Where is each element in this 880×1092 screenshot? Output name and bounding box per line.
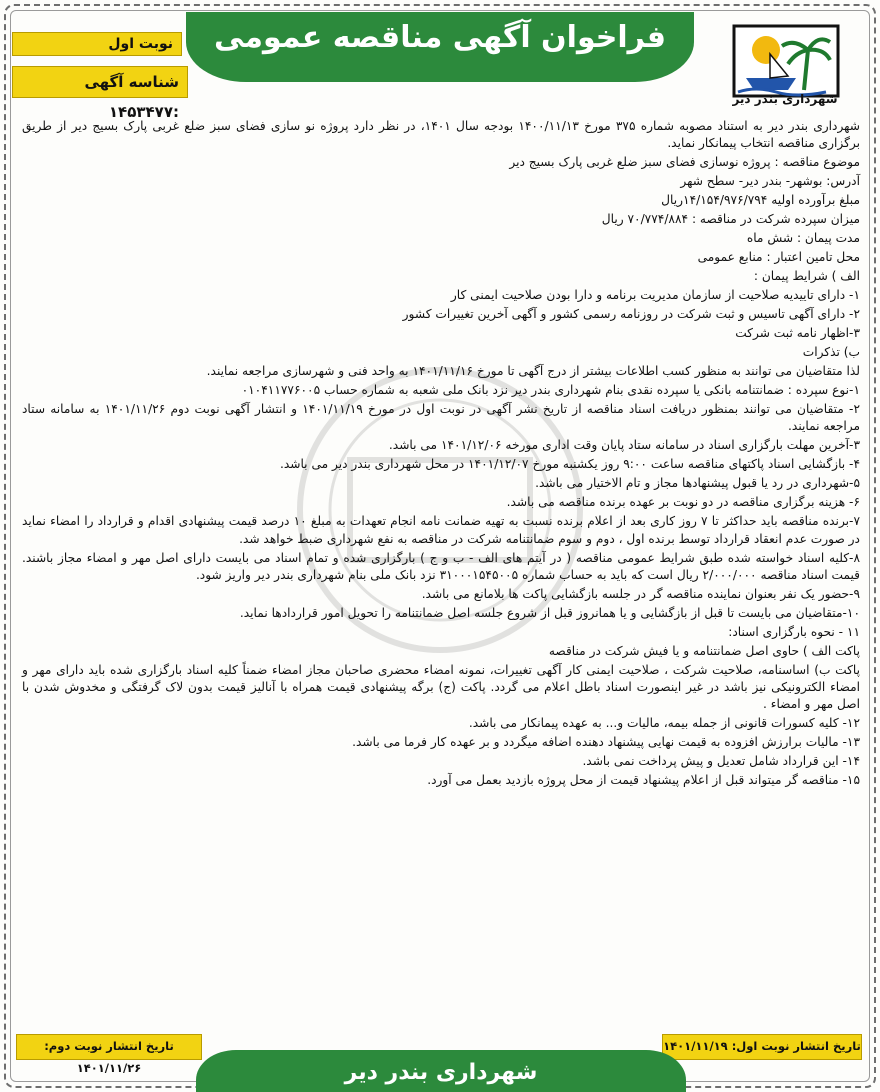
funding-line: محل تامین اعتبار : منابع عمومی — [697, 250, 860, 265]
note-item: ۱۳- مالیات برارزش افزوده به قیمت نهایی پیشنهاد دهنده اضافه میگردد و بر عهده کار فرما می باشد. — [352, 735, 860, 750]
estimate-line: مبلغ برآورده اولیه ۱۴/۱۵۴/۹۷۶/۷۹۴ریال — [661, 193, 860, 208]
duration-line: مدت پیمان : شش ماه — [746, 231, 860, 246]
note-item: ۹-حضور یک نفر بعنوان نماینده مناقصه گر در جلسه بازگشایی پاکت ها بلامانع می باشد. — [421, 586, 860, 601]
notice-id: شناسه آگهی :۱۴۵۳۴۷۷ — [12, 66, 188, 98]
note-item: ۱۵- مناقصه گر میتواند قبل از اعلام پیشنهاد قیمت از محل پروژه بازدید بعمل می آورد. — [427, 773, 860, 788]
subject-line: موضوع مناقصه : پروژه نوسازی فضای سبز ضلع غربی پارک بسیج دیر — [509, 155, 860, 170]
first-publish-date: تاریخ انتشار نوبت اول: ۱۴۰۱/۱۱/۱۹ — [662, 1034, 862, 1060]
note-item: ۱-نوع سپرده : ضمانتنامه بانکی یا سپرده نقدی بنام شهرداری بندر دیر نزد بانک ملی شعبه به شماره حساب ۰۱۰۴۱۱۷۷۶۰۰۵ — [241, 383, 860, 398]
note-item: ۸-کلیه اسناد خواسته شده طبق شرایط عمومی مناقصه ( در آیتم های الف - ب و ج ) بارگزاری شده و تمام اسناد می بایست دارای اصل مهر و امضاء مجاز باشند. قیمت اسناد مناقصه ۲/۰۰۰/۰۰۰ ریال است که باید به حساب شماره ۳۱۰۰۰۱۵۴۵۰۰۵ نزد بانک ملی بنام شهرداری بندر دیر واریز شود. — [22, 550, 860, 582]
note-item: ۱۲- کلیه کسورات قانونی از جمله بیمه، مالیات و... به عهده پیمانکار می باشد. — [468, 716, 860, 731]
conditions-title: الف ) شرایط پیمان : — [753, 269, 860, 284]
notice-body — [22, 118, 860, 791]
intro-paragraph: شهرداری بندر دیر به استناد مصوبه شماره ۳۷۵ مورخ ۱۴۰۰/۱۱/۱۳ بودجه سال ۱۴۰۱، در نظر دارد پروژه نو سازی فضای سبز ضلع غربی پارک بسیج دیر از طریق برگزاری مناقصه انتخاب پیمانکار نماید. — [22, 119, 860, 151]
note-item: ۵-شهرداری در رد یا قبول پیشنهادها مجاز و تام الاختیار می باشد. — [535, 476, 860, 491]
note-item: ۱۱ - نحوه بارگزاری اسناد: — [728, 624, 860, 639]
note-item: ۳-آخرین مهلت بارگزاری اسناد در سامانه ستاد پایان وقت اداری مورخه ۱۴۰۱/۱۲/۰۶ می باشد. — [388, 438, 860, 453]
turn-label: نوبت اول — [12, 32, 182, 56]
condition-item: ۳-اظهار نامه ثبت شرکت — [735, 326, 860, 341]
note-item: ۱۰-متقاضیان می بایست تا قبل از بازگشایی و یا همانروز قبل از شروع جلسه اصل ضمانتنامه را تحویل امور قراردادها نماید. — [239, 605, 860, 620]
notes-title: ب) تذکرات — [802, 345, 860, 360]
sun-icon — [752, 36, 780, 64]
note-item: ۲- متقاضیان می توانند بمنظور دریافت اسناد مناقصه از تاریخ نشر آگهی در نوبت اول در مورخ ۱۴۰۱/۱۱/۱۹ و انتشار آگهی نوبت دوم ۱۴۰۱/۱۱/۲۶ به سامانه ستاد مراجعه نمایند. — [22, 402, 860, 434]
logo-caption: شهرداری بندر دیر — [732, 92, 838, 106]
footer-org-name: شهرداری بندر دیر — [344, 1060, 538, 1085]
note-item: پاکت ب) اساسنامه، صلاحیت شرکت ، صلاحیت ایمنی کار آگهی تغییرات، نمونه امضاء محضری صاحبان مجاز امضاء ضمناً کلیه اسناد بارگزاری شده باید دارای مهر و امضاء الکترونیکی نیز باشد در غیر اینصورت اسناد باطل اعلام می گردد. پاکت (ج) برگه پیشنهادی قیمت همراه با آنالیز قیمت بدون لاک گرفتگی و مخدوش شدن با اصل مهر و امضاء . — [22, 662, 860, 712]
deposit-line: میزان سپرده شرکت در مناقصه : ۷۰/۷۷۴/۸۸۴ ریال — [601, 212, 860, 227]
note-item: ۴- بازگشایی اسناد پاکتهای مناقصه ساعت ۹:۰۰ روز یکشنبه مورخ ۱۴۰۱/۱۲/۰۷ در محل شهرداری بندر دیر می باشد. — [279, 457, 860, 472]
address-line: آدرس: بوشهر- بندر دیر- سطح شهر — [680, 174, 860, 189]
condition-item: ۱- دارای تاییدیه صلاحیت از سازمان مدیریت برنامه و دارا بودن صلاحیت ایمنی کار — [450, 288, 860, 303]
note-item: ۱۴- این قرارداد شامل تعدیل و پیش پرداخت نمی باشد. — [582, 754, 860, 769]
note-item: ۷-برنده مناقصه باید حداکثر تا ۷ روز کاری بعد از اعلام برنده نسبت به تهیه ضمانت نامه انجام تعهدات به مبلغ ۱۰ درصد قیمت پیشنهادی اقدام و قرارداد را امضاء نماید در صورت عدم انعقاد قرارداد توسط برنده اول ، دوم و سوم ضمانتنامه شرکت در مناقصه به نفع شهرداری ضبط خواهد شد. — [22, 514, 861, 546]
second-publish-date: تاریخ انتشار نوبت دوم: ۱۴۰۱/۱۱/۲۶ — [16, 1034, 202, 1060]
notes-intro: لذا متقاضیان می توانند به منظور کسب اطلاعات بیشتر از درج آگهی تا مورخ ۱۴۰۱/۱۱/۱۶ به واحد فنی و شهرسازی مراجعه نمایند. — [206, 364, 860, 379]
condition-item: ۲- دارای آگهی تاسیس و ثبت شرکت در روزنامه رسمی کشور و آگهی آخرین تغییرات کشور — [402, 307, 860, 322]
note-item: ۶- هزینه برگزاری مناقصه در دو نوبت بر عهده برنده مناقصه می باشد. — [506, 495, 860, 510]
page-title: فراخوان آگهی مناقصه عمومی — [214, 20, 666, 55]
note-item: پاکت الف ) حاوی اصل ضمانتنامه و یا فیش شرکت در مناقصه — [548, 643, 860, 658]
